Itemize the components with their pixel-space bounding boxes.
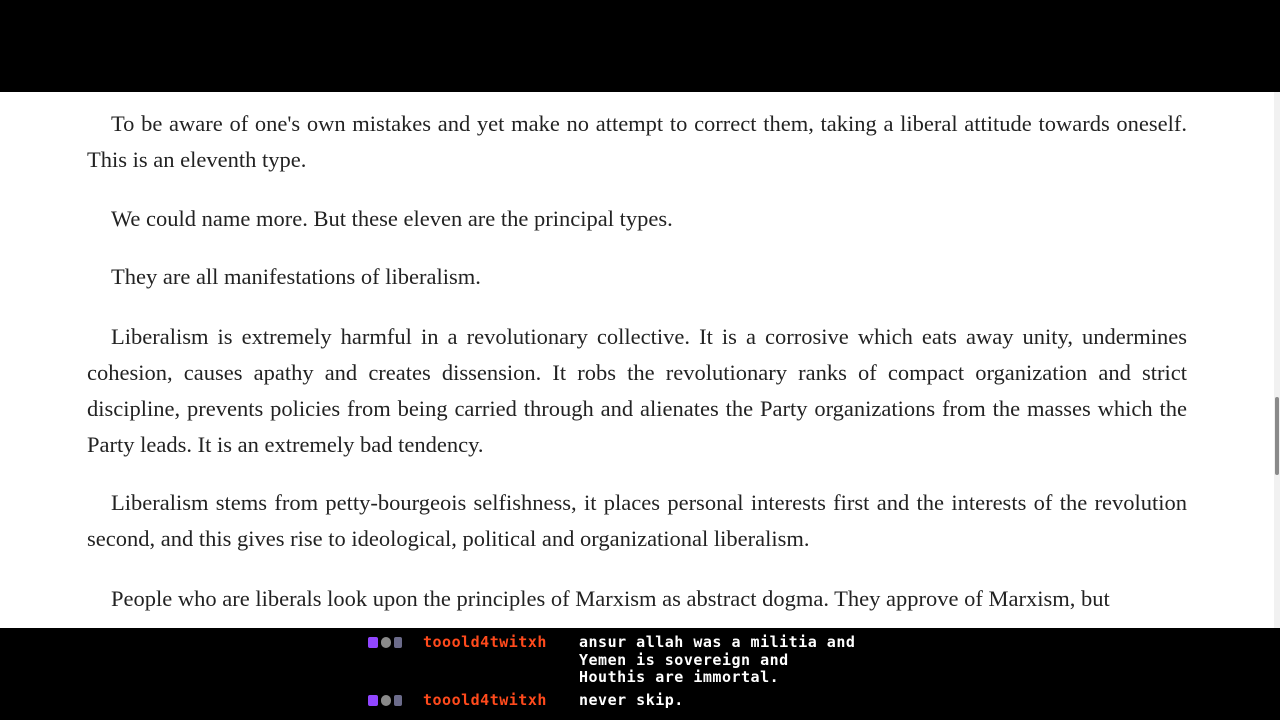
gift-badge-icon	[394, 695, 402, 706]
paragraph: People who are liberals look upon the principles of Marxism as abstract dogma. They approve of Marxism, but	[111, 586, 1110, 611]
top-black-bar	[0, 0, 1280, 92]
paragraph: Liberalism stems from petty-bourgeois selfishness, it places personal interests first and the interests of the revolution second, and this gives rise to ideological, political and organizational liberalism.	[87, 490, 1187, 551]
scrollbar-thumb[interactable]	[1275, 397, 1279, 475]
paragraph: Liberalism is extremely harmful in a revolutionary collective. It is a corrosive which eats away unity, undermines cohesion, causes apathy and creates dissension. It robs the revolutionary ranks of compact organization and strict discipline, prevents policies from being carried through and alienates the Party organizations from the masses which the Party leads. It is an extremely bad tendency.	[87, 324, 1187, 457]
document-page	[0, 92, 1274, 628]
subscriber-badge-icon	[368, 695, 378, 706]
chat-username[interactable]: tooold4twitxh	[423, 691, 547, 709]
vertical-scrollbar[interactable]	[1274, 92, 1280, 628]
grey-badge-icon	[381, 637, 391, 648]
gift-badge-icon	[394, 637, 402, 648]
chat-overlay	[0, 628, 1280, 720]
chat-username[interactable]: tooold4twitxh	[423, 633, 547, 651]
paragraph: They are all manifestations of liberalism.	[111, 264, 481, 289]
paragraph: To be aware of one's own mistakes and yet make no attempt to correct them, taking a liberal attitude towards oneself. This is an eleventh type.	[87, 111, 1187, 172]
paragraph: We could name more. But these eleven are the principal types.	[111, 206, 673, 231]
subscriber-badge-icon	[368, 637, 378, 648]
badge-group	[368, 692, 423, 706]
chat-message	[368, 634, 939, 687]
badge-group	[368, 634, 423, 648]
grey-badge-icon	[381, 695, 391, 706]
chat-message	[368, 692, 939, 710]
chat-message-text: ansur allah was a militia and Yemen is sovereign and Houthis are immortal.	[579, 633, 856, 686]
chat-message-text: never skip.	[579, 691, 684, 709]
